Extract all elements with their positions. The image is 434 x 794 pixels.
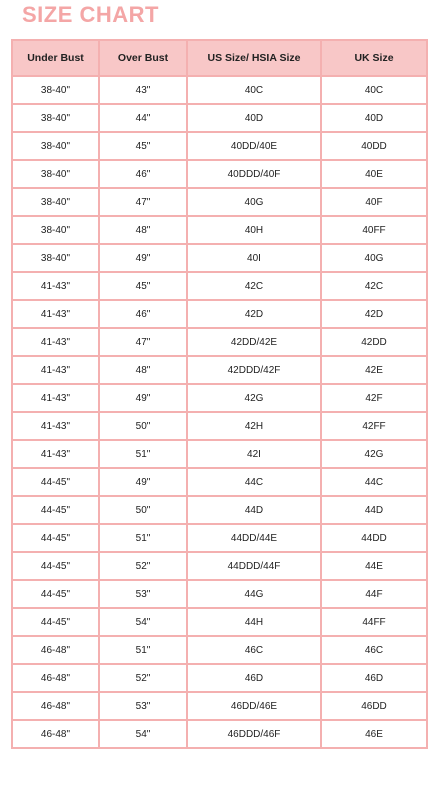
us-size-cell: 42D <box>187 300 321 328</box>
us-size-cell: 42DDD/42F <box>187 356 321 384</box>
us-size-cell: 44G <box>187 580 321 608</box>
us-size-cell: 40D <box>187 104 321 132</box>
table-row <box>12 132 427 160</box>
uk-size-cell: 42C <box>321 272 427 300</box>
table-header-row <box>12 40 427 76</box>
uk-size-cell: 40E <box>321 160 427 188</box>
table-body <box>12 76 427 748</box>
column-header-over-bust: Over Bust <box>99 40 187 76</box>
table-row <box>12 384 427 412</box>
over-bust-cell: 45" <box>99 272 187 300</box>
uk-size-cell: 42DD <box>321 328 427 356</box>
over-bust-cell: 43" <box>99 76 187 104</box>
uk-size-cell: 40G <box>321 244 427 272</box>
under-bust-cell: 44-45" <box>12 580 99 608</box>
over-bust-cell: 53" <box>99 692 187 720</box>
under-bust-cell: 46-48" <box>12 720 99 748</box>
us-size-cell: 42H <box>187 412 321 440</box>
us-size-cell: 40H <box>187 216 321 244</box>
table-row <box>12 160 427 188</box>
us-size-cell: 42DD/42E <box>187 328 321 356</box>
uk-size-cell: 46C <box>321 636 427 664</box>
uk-size-cell: 40FF <box>321 216 427 244</box>
table-row <box>12 76 427 104</box>
us-size-cell: 40C <box>187 76 321 104</box>
under-bust-cell: 41-43" <box>12 440 99 468</box>
us-size-cell: 44DD/44E <box>187 524 321 552</box>
under-bust-cell: 38-40" <box>12 216 99 244</box>
us-size-cell: 44D <box>187 496 321 524</box>
table-row <box>12 356 427 384</box>
under-bust-cell: 44-45" <box>12 608 99 636</box>
table-row <box>12 272 427 300</box>
uk-size-cell: 42E <box>321 356 427 384</box>
uk-size-cell: 44FF <box>321 608 427 636</box>
uk-size-cell: 42G <box>321 440 427 468</box>
table-row <box>12 440 427 468</box>
over-bust-cell: 52" <box>99 664 187 692</box>
us-size-cell: 46D <box>187 664 321 692</box>
over-bust-cell: 49" <box>99 468 187 496</box>
over-bust-cell: 46" <box>99 160 187 188</box>
table-row <box>12 328 427 356</box>
us-size-cell: 42C <box>187 272 321 300</box>
under-bust-cell: 38-40" <box>12 76 99 104</box>
uk-size-cell: 46D <box>321 664 427 692</box>
over-bust-cell: 45" <box>99 132 187 160</box>
page-title: SIZE CHART <box>22 2 159 27</box>
us-size-cell: 46C <box>187 636 321 664</box>
under-bust-cell: 41-43" <box>12 328 99 356</box>
us-size-cell: 44DDD/44F <box>187 552 321 580</box>
under-bust-cell: 46-48" <box>12 664 99 692</box>
uk-size-cell: 44E <box>321 552 427 580</box>
over-bust-cell: 53" <box>99 580 187 608</box>
over-bust-cell: 49" <box>99 384 187 412</box>
us-size-cell: 40DDD/40F <box>187 160 321 188</box>
uk-size-cell: 40F <box>321 188 427 216</box>
under-bust-cell: 38-40" <box>12 244 99 272</box>
uk-size-cell: 40D <box>321 104 427 132</box>
table-row <box>12 580 427 608</box>
us-size-cell: 44C <box>187 468 321 496</box>
table-row <box>12 552 427 580</box>
column-header-uk-size: UK Size <box>321 40 427 76</box>
over-bust-cell: 51" <box>99 524 187 552</box>
under-bust-cell: 44-45" <box>12 468 99 496</box>
under-bust-cell: 41-43" <box>12 356 99 384</box>
uk-size-cell: 42FF <box>321 412 427 440</box>
under-bust-cell: 46-48" <box>12 692 99 720</box>
uk-size-cell: 44DD <box>321 524 427 552</box>
us-size-cell: 42G <box>187 384 321 412</box>
table-row <box>12 216 427 244</box>
column-header-under-bust: Under Bust <box>12 40 99 76</box>
uk-size-cell: 40C <box>321 76 427 104</box>
table-row <box>12 608 427 636</box>
uk-size-cell: 44F <box>321 580 427 608</box>
under-bust-cell: 41-43" <box>12 384 99 412</box>
under-bust-cell: 41-43" <box>12 272 99 300</box>
table-row <box>12 524 427 552</box>
over-bust-cell: 51" <box>99 636 187 664</box>
over-bust-cell: 44" <box>99 104 187 132</box>
table-row <box>12 104 427 132</box>
us-size-cell: 40G <box>187 188 321 216</box>
under-bust-cell: 44-45" <box>12 524 99 552</box>
uk-size-cell: 40DD <box>321 132 427 160</box>
under-bust-cell: 46-48" <box>12 636 99 664</box>
uk-size-cell: 44C <box>321 468 427 496</box>
us-size-cell: 46DDD/46F <box>187 720 321 748</box>
uk-size-cell: 46DD <box>321 692 427 720</box>
table-row <box>12 692 427 720</box>
table-row <box>12 636 427 664</box>
table-row <box>12 496 427 524</box>
uk-size-cell: 42D <box>321 300 427 328</box>
under-bust-cell: 41-43" <box>12 412 99 440</box>
table-row <box>12 468 427 496</box>
over-bust-cell: 51" <box>99 440 187 468</box>
under-bust-cell: 38-40" <box>12 160 99 188</box>
over-bust-cell: 50" <box>99 496 187 524</box>
table-row <box>12 188 427 216</box>
over-bust-cell: 48" <box>99 216 187 244</box>
table-row <box>12 720 427 748</box>
us-size-cell: 40I <box>187 244 321 272</box>
over-bust-cell: 50" <box>99 412 187 440</box>
under-bust-cell: 44-45" <box>12 496 99 524</box>
uk-size-cell: 44D <box>321 496 427 524</box>
us-size-cell: 46DD/46E <box>187 692 321 720</box>
over-bust-cell: 47" <box>99 188 187 216</box>
us-size-cell: 42I <box>187 440 321 468</box>
under-bust-cell: 41-43" <box>12 300 99 328</box>
over-bust-cell: 48" <box>99 356 187 384</box>
table-row <box>12 664 427 692</box>
table-row <box>12 300 427 328</box>
column-header-us-size: US Size/ HSIA Size <box>187 40 321 76</box>
under-bust-cell: 38-40" <box>12 188 99 216</box>
uk-size-cell: 42F <box>321 384 427 412</box>
under-bust-cell: 44-45" <box>12 552 99 580</box>
us-size-cell: 44H <box>187 608 321 636</box>
table-row <box>12 412 427 440</box>
over-bust-cell: 49" <box>99 244 187 272</box>
over-bust-cell: 54" <box>99 720 187 748</box>
over-bust-cell: 47" <box>99 328 187 356</box>
us-size-cell: 40DD/40E <box>187 132 321 160</box>
over-bust-cell: 46" <box>99 300 187 328</box>
over-bust-cell: 54" <box>99 608 187 636</box>
size-chart-table <box>11 39 428 749</box>
table-row <box>12 244 427 272</box>
under-bust-cell: 38-40" <box>12 132 99 160</box>
over-bust-cell: 52" <box>99 552 187 580</box>
uk-size-cell: 46E <box>321 720 427 748</box>
under-bust-cell: 38-40" <box>12 104 99 132</box>
